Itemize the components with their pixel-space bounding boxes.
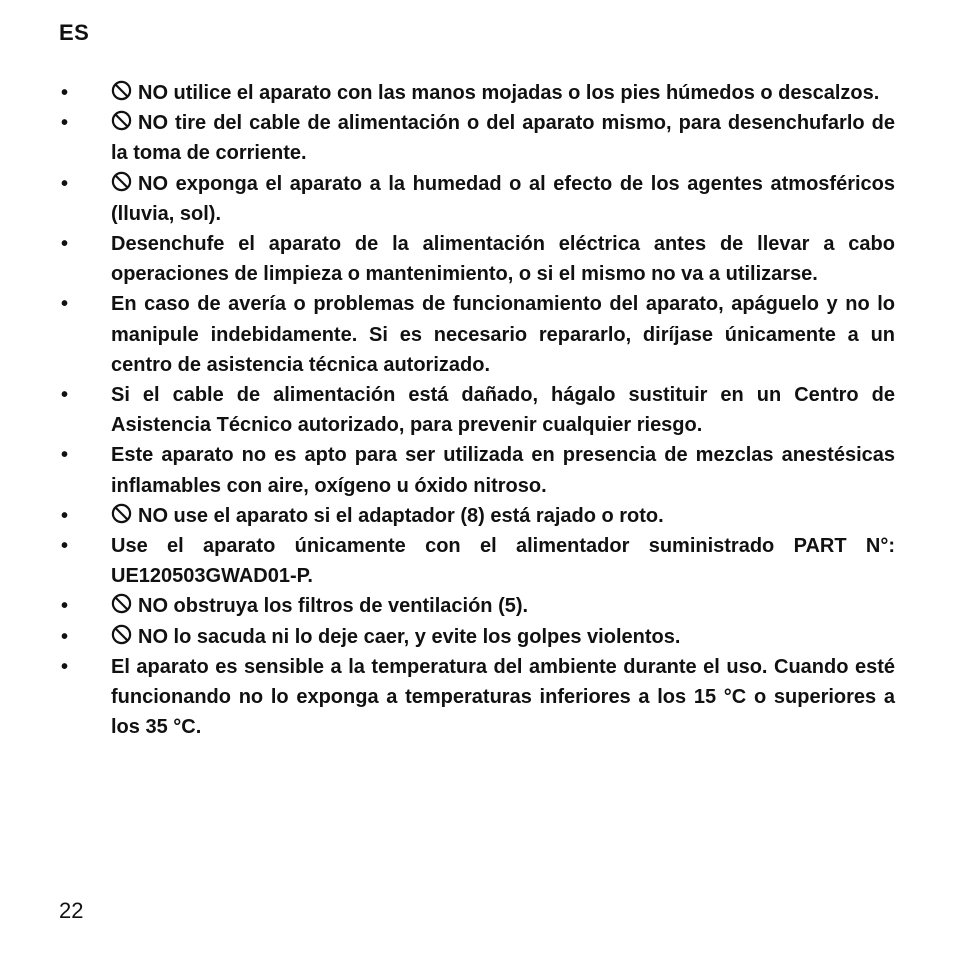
item-text: NO utilice el aparato con las manos mojadas o los pies húmedos o descalzos.	[138, 82, 880, 104]
bullet: •	[61, 655, 69, 678]
bullet: •	[61, 535, 69, 558]
bullet: •	[61, 172, 69, 195]
prohibition-icon	[111, 624, 132, 645]
list-item	[59, 108, 895, 168]
list-item	[59, 380, 895, 440]
item-text: El aparato es sensible a la temperatura del ambiente durante el uso. Cuando esté funcionando no lo exponga a temperaturas inferiores a los 15 °C o superiores a los 35 °C.	[111, 655, 895, 739]
list-item	[59, 622, 895, 652]
item-text: NO exponga el aparato a la humedad o al efecto de los agentes atmosféricos (lluvia, sol).	[111, 172, 895, 225]
list-item	[59, 652, 895, 743]
bullet: •	[61, 384, 69, 407]
list-item	[59, 591, 895, 621]
list-item	[59, 289, 895, 380]
safety-warnings-list	[59, 78, 895, 742]
prohibition-icon	[111, 503, 132, 524]
item-text: Desenchufe el aparato de la alimentación eléctrica antes de llevar a cabo operaciones de limpieza o mantenimiento, o si el mismo no va a utilizarse.	[111, 233, 895, 286]
item-text: NO lo sacuda ni lo deje caer, y evite los golpes violentos.	[138, 625, 681, 648]
item-text: Si el cable de alimentación está dañado, hágalo sustituir en un Centro de Asistencia Técnico autorizado, para prevenir cualquier riesgo.	[111, 384, 895, 437]
list-item	[59, 169, 895, 229]
bullet: •	[61, 233, 69, 256]
bullet: •	[61, 82, 69, 104]
item-text: NO obstruya los filtros de ventilación (5).	[138, 595, 529, 618]
item-text: En caso de avería o problemas de funcionamiento del aparato, apáguelo y no lo manipule indebidamente. Si es necesario repararlo, diríjase únicamente a un centro de asistencia técnica autorizado.	[111, 293, 895, 376]
item-text: Este aparato no es apto para ser utilizada en presencia de mezclas anestésicas inflamables con aire, oxígeno u óxido nitroso.	[111, 444, 895, 497]
bullet: •	[61, 112, 69, 135]
bullet: •	[61, 504, 69, 527]
list-item	[59, 531, 895, 591]
list-item	[59, 501, 895, 531]
prohibition-icon	[111, 110, 132, 131]
list-item	[59, 229, 895, 289]
bullet: •	[61, 625, 69, 648]
prohibition-icon	[111, 171, 132, 192]
language-code: ES	[59, 20, 90, 45]
item-text: NO use el aparato si el adaptador (8) está rajado o roto.	[138, 504, 664, 527]
item-text: Use el aparato únicamente con el alimentador suministrado PART N°: UE120503GWAD01-P.	[111, 535, 895, 588]
page-number: 22	[59, 898, 84, 923]
prohibition-icon	[111, 593, 132, 614]
bullet: •	[61, 595, 69, 618]
item-text: NO tire del cable de alimentación o del aparato mismo, para desenchufarlo de la toma de corriente.	[111, 112, 895, 165]
list-item	[59, 440, 895, 500]
bullet: •	[61, 444, 69, 467]
list-item	[59, 78, 895, 108]
prohibition-icon	[111, 80, 132, 101]
bullet: •	[61, 293, 69, 316]
